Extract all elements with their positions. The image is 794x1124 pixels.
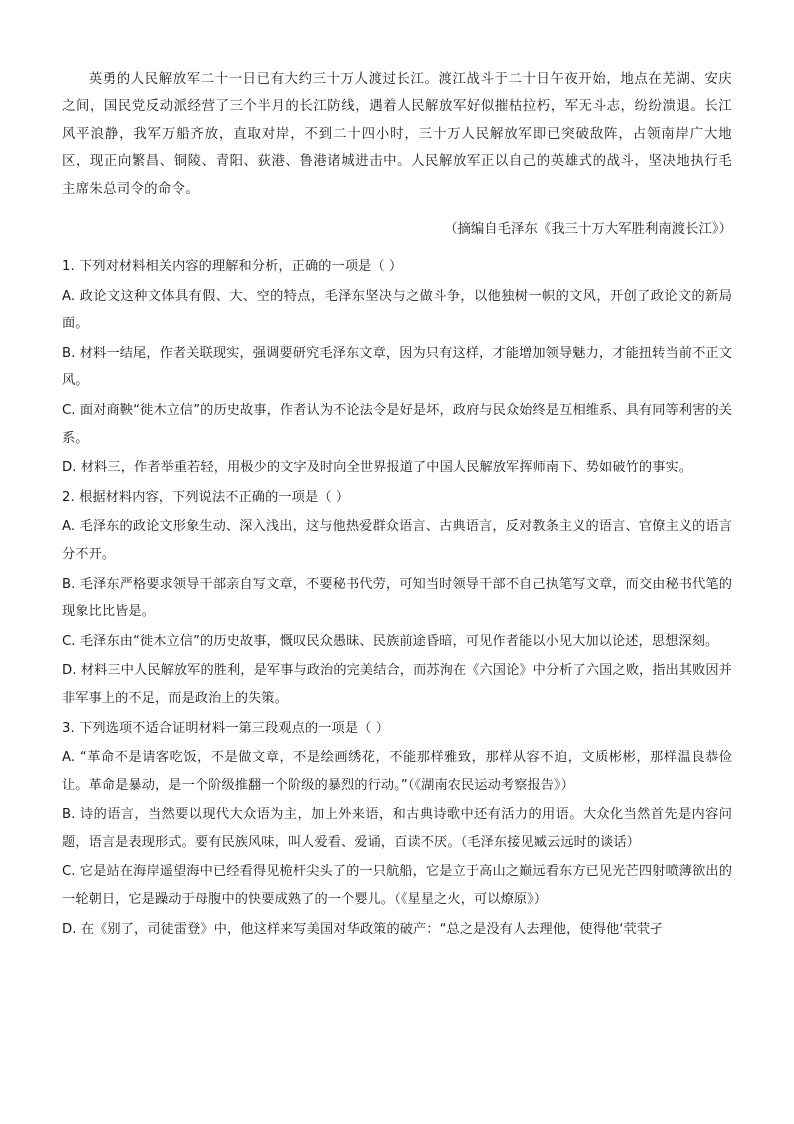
option-c: C. 毛泽东由“徙木立信”的历史故事，慨叹民众愚昧、民族前途昏暗，可见作者能以小见大加以论述，思想深刻。 xyxy=(62,633,719,649)
option-a: A. 政论文这种文体具有假、大、空的特点，毛泽东坚决与之做斗争，以他独树一帜的文风，开创了政论文的新局面。 xyxy=(62,288,732,332)
question-stem: 3. 下列选项不适合证明材料一第三段观点的一项是（ ） xyxy=(62,720,389,736)
question-2 xyxy=(62,484,732,713)
option-a: A. “革命不是请客吃饭，不是做文章，不是绘画绣花，不能那样雅致，那样从容不迫，文质彬彬，那样温良恭俭让。革命是暴动，是一个阶级推翻一个阶级的暴烈的行动。”（《湖南农民运动考察报告》） xyxy=(62,750,732,793)
question-stem: 1. 下列对材料相关内容的理解和分析，正确的一项是（ ） xyxy=(62,259,403,274)
option-d: D. 材料三，作者举重若轻，用极少的文字及时向全世界报道了中国人民解放军挥师南下、势如破竹的事实。 xyxy=(62,460,693,476)
question-1 xyxy=(62,253,732,482)
option-d: D. 材料三中人民解放军的胜利，是军事与政治的完美结合，而苏洵在《六国论》中分析了六国之败，指出其败因并非军事上的不足，而是政治上的失策。 xyxy=(62,663,732,706)
option-c: C. 面对商鞅“徙木立信”的历史故事，作者认为不论法令是好是坏，政府与民众始终是互相维系、具有同等利害的关系。 xyxy=(62,402,732,446)
option-a: A. 毛泽东的政论文形象生动、深入浅出，这与他热爱群众语言、古典语言，反对教条主义的语言、官僚主义的语言分不开。 xyxy=(62,519,732,562)
option-b: B. 诗的语言，当然要以现代大众语为主，加上外来语，和古典诗歌中还有活力的用语。大众化当然首先是内容问题，语言是表现形式。要有民族风味，叫人爱看、爱诵，百读不厌。（毛泽东接见臧云远时的谈话） xyxy=(62,807,732,850)
option-c: C. 它是站在海岸遥望海中已经看得见桅杆尖头了的一只航船，它是立于高山之巅远看东方已见光芒四射喷薄欲出的一轮朝日，它是躁动于母腹中的快要成熟了的一个婴儿。（《星星之火，可以燎原》） xyxy=(62,864,732,908)
option-b: B. 毛泽东严格要求领导干部亲自写文章，不要秘书代劳，可知当时领导干部不自己执笔写文章，而交由秘书代笔的现象比比皆是。 xyxy=(62,576,732,620)
option-d: D. 在《别了，司徒雷登》中，他这样来写美国对华政策的破产：“总之是没有人去理他，使得他‘茕茕孑 xyxy=(62,921,664,937)
passage-paragraph: 英勇的人民解放军二十一日已有大约三十万人渡过长江。渡江战斗于二十日午夜开始，地点在芜湖、安庆之间，国民党反动派经营了三个半月的长江防线，遇着人民解放军好似摧枯拉朽，军无斗志，纷纷溃退。长江风平浪静，我军万船齐放，直取对岸，不到二十四小时，三十万人民解放军即已突破敌阵，占领南岸广大地区，现正向繁昌、铜陵、青阳、荻港、鲁港诸城进击中。人民解放军正以自己的英雄式的战斗，坚决地执行毛主席朱总司令的命令。 xyxy=(62,72,732,197)
option-b: B. 材料一结尾，作者关联现实，强调要研究毛泽东文章，因为只有这样，才能增加领导魅力，才能扭转当前不正文风。 xyxy=(62,345,732,389)
passage-source: （摘编自毛泽东《我三十万大军胜利南渡长江》） xyxy=(444,222,732,237)
question-list xyxy=(62,251,732,943)
question-3 xyxy=(62,715,732,944)
question-stem: 2. 根据材料内容，下列说法不正确的一项是（ ） xyxy=(62,489,350,505)
